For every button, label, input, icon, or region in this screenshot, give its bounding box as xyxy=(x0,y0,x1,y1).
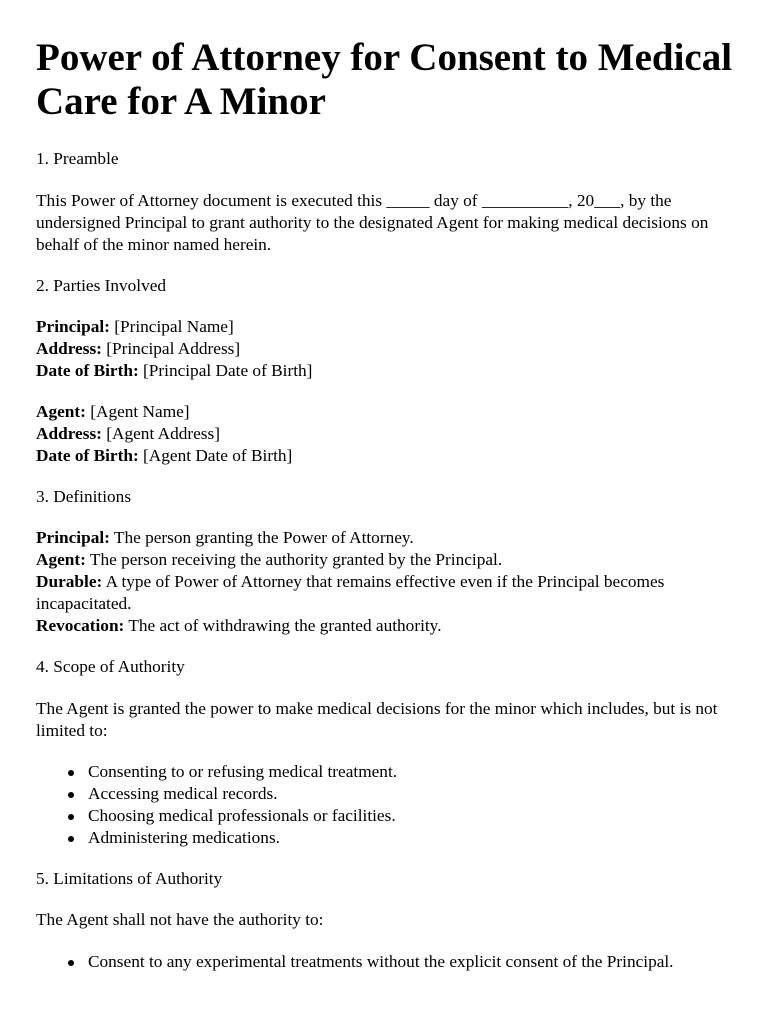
agent-address-line xyxy=(36,423,736,445)
definition-item xyxy=(36,527,736,549)
field-value: [Principal Date of Birth] xyxy=(138,361,313,380)
limitations-list xyxy=(36,951,736,973)
list-item: Consenting to or refusing medical treatment. xyxy=(88,761,736,783)
field-label: Date of Birth: xyxy=(36,446,139,465)
field-label: Date of Birth: xyxy=(36,361,139,380)
field-value: [Principal Address] xyxy=(101,339,241,358)
definition-term: Durable: xyxy=(36,572,103,591)
definition-text: The person receiving the authority granted by the Principal. xyxy=(85,550,503,569)
agent-block xyxy=(36,401,736,467)
field-value: [Agent Date of Birth] xyxy=(138,446,293,465)
list-item: Consent to any experimental treatments without the explicit consent of the Principal. xyxy=(88,951,736,973)
principal-dob-line xyxy=(36,360,736,382)
section-heading-definitions: 3. Definitions xyxy=(36,487,132,506)
definition-item xyxy=(36,549,736,571)
principal-address-line xyxy=(36,338,736,360)
definition-text: The person granting the Power of Attorney. xyxy=(109,528,414,547)
definition-text: A type of Power of Attorney that remains effective even if the Principal becomes incapacitated. xyxy=(36,572,665,613)
definition-term: Principal: xyxy=(36,528,110,547)
definition-item xyxy=(36,615,736,637)
field-label: Address: xyxy=(36,339,102,358)
field-label: Principal: xyxy=(36,317,110,336)
field-value: [Principal Name] xyxy=(109,317,234,336)
agent-name-line xyxy=(36,401,736,423)
definition-term: Revocation: xyxy=(36,616,125,635)
field-value: [Agent Name] xyxy=(85,402,190,421)
limitations-intro: The Agent shall not have the authority to: xyxy=(36,910,324,929)
scope-list xyxy=(36,761,736,849)
list-item: Accessing medical records. xyxy=(88,783,736,805)
definition-text: The act of withdrawing the granted authority. xyxy=(124,616,442,635)
principal-block xyxy=(36,316,736,382)
document-title: Power of Attorney for Consent to Medical Care for A Minor xyxy=(36,36,733,123)
principal-name-line xyxy=(36,316,736,338)
preamble-paragraph: This Power of Attorney document is executed this _____ day of __________, 20___, by the undersigned Principal to grant authority to the designated Agent for making medical decisions on behalf of the minor named herein. xyxy=(36,191,709,254)
section-heading-scope: 4. Scope of Authority xyxy=(36,657,185,676)
list-item: Administering medications. xyxy=(88,827,736,849)
definitions-block xyxy=(36,527,736,637)
agent-dob-line xyxy=(36,445,736,467)
scope-intro: The Agent is granted the power to make medical decisions for the minor which includes, but is not limited to: xyxy=(36,699,718,740)
field-value: [Agent Address] xyxy=(101,424,221,443)
section-heading-parties: 2. Parties Involved xyxy=(36,276,167,295)
definition-term: Agent: xyxy=(36,550,86,569)
definition-item xyxy=(36,571,736,615)
list-item: Choosing medical professionals or facilities. xyxy=(88,805,736,827)
field-label: Agent: xyxy=(36,402,86,421)
section-heading-limitations: 5. Limitations of Authority xyxy=(36,869,223,888)
field-label: Address: xyxy=(36,424,102,443)
section-heading-preamble: 1. Preamble xyxy=(36,149,119,168)
